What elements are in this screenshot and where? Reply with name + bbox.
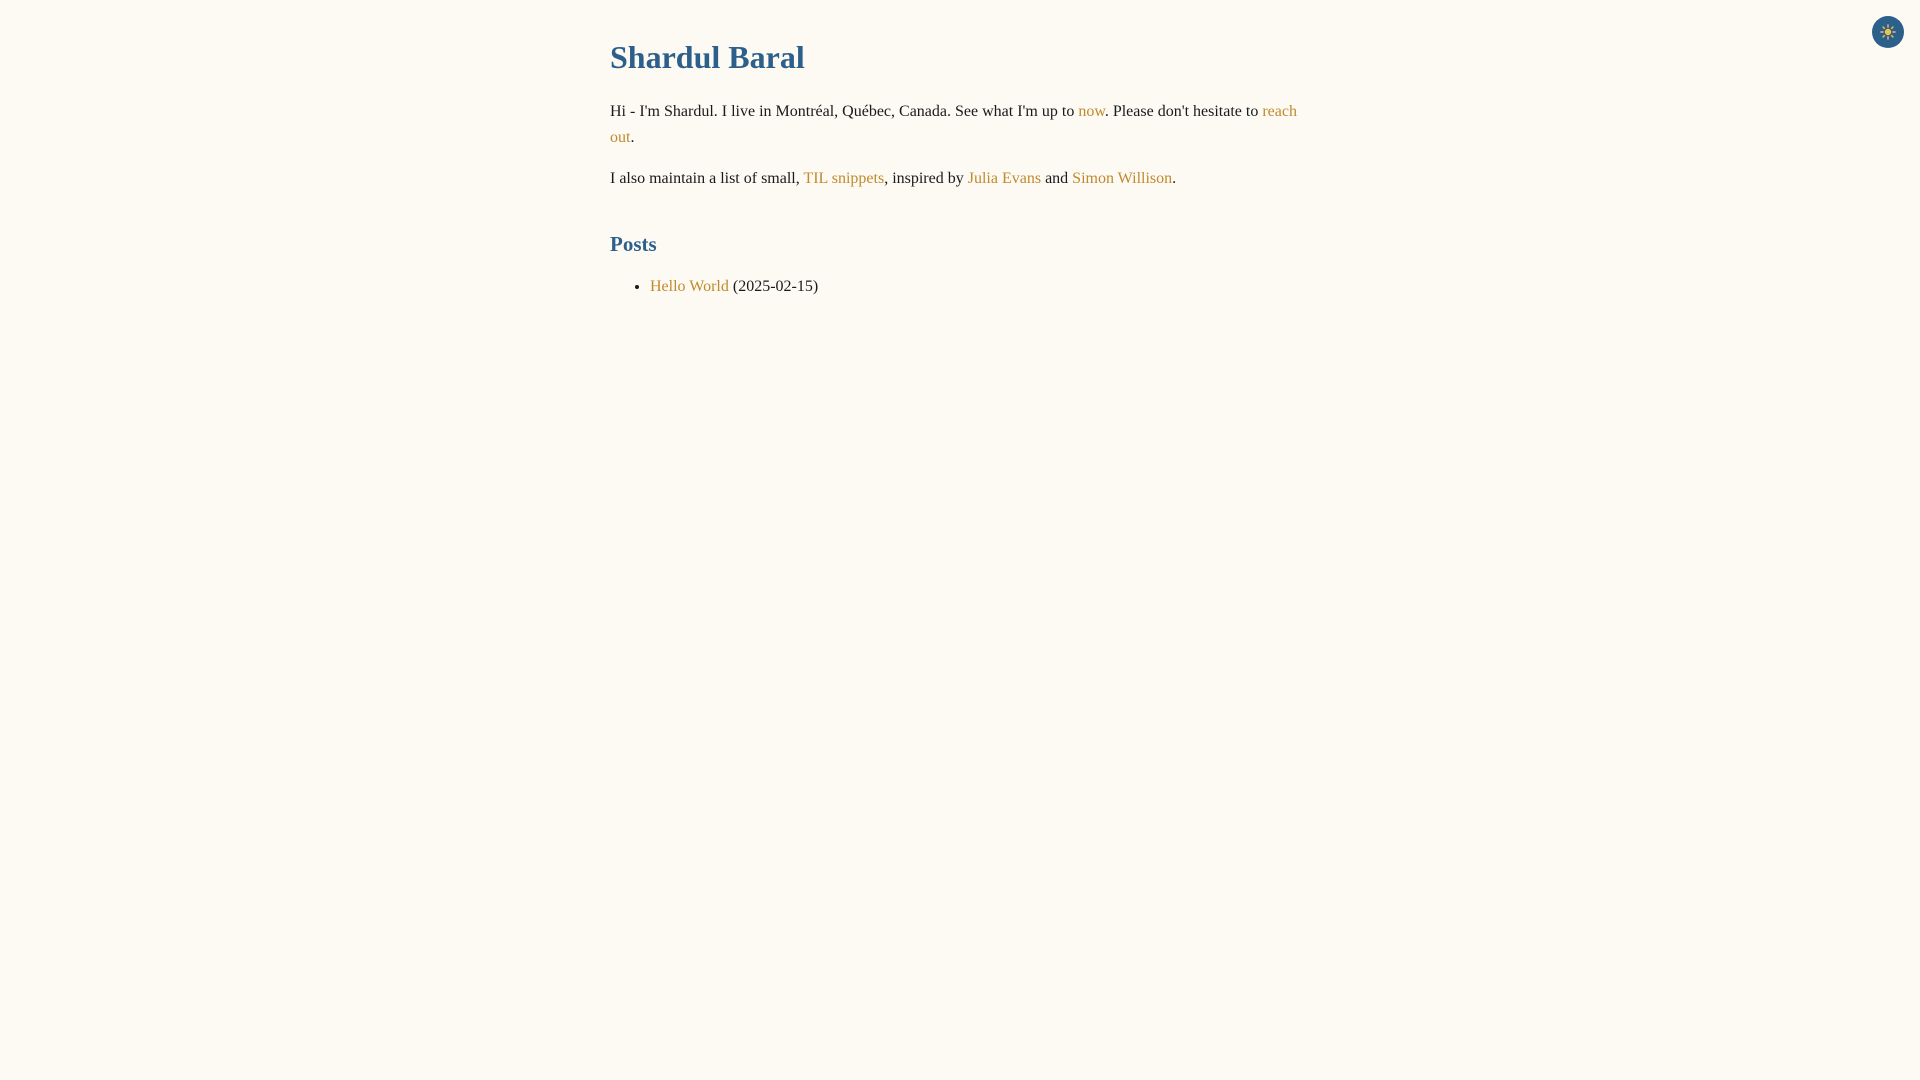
intro-text-1: Hi - I'm Shardul. I live in Montréal, Québec, Canada. See what I'm up to <box>610 103 1079 120</box>
til-text-4: . <box>1172 170 1177 187</box>
til-snippets-link[interactable]: TIL snippets <box>803 170 885 187</box>
main-content <box>610 0 1310 300</box>
theme-toggle-button[interactable] <box>1872 16 1904 48</box>
til-text-1: I also maintain a list of small, <box>610 170 804 187</box>
post-date: (2025-02-15) <box>732 278 819 295</box>
posts-list <box>610 274 1310 300</box>
post-link[interactable]: Hello World <box>650 278 729 295</box>
intro-text-2: . Please don't hesitate to <box>1104 103 1263 120</box>
intro-paragraph <box>610 99 1310 151</box>
simon-willison-link[interactable]: Simon Willison <box>1072 170 1173 187</box>
now-link[interactable]: now <box>1078 103 1105 120</box>
til-paragraph <box>610 166 1310 192</box>
intro-text-3: . <box>630 129 635 146</box>
julia-evans-link[interactable]: Julia Evans <box>967 170 1042 187</box>
list-item <box>650 274 1310 300</box>
reach-out-link[interactable]: reach out <box>610 103 1297 146</box>
til-text-3: and <box>1041 170 1073 187</box>
posts-heading: Posts <box>610 232 657 256</box>
page-title: Shardul Baral <box>610 39 805 75</box>
til-text-2: , inspired by <box>884 170 968 187</box>
sun-icon <box>1880 24 1896 40</box>
